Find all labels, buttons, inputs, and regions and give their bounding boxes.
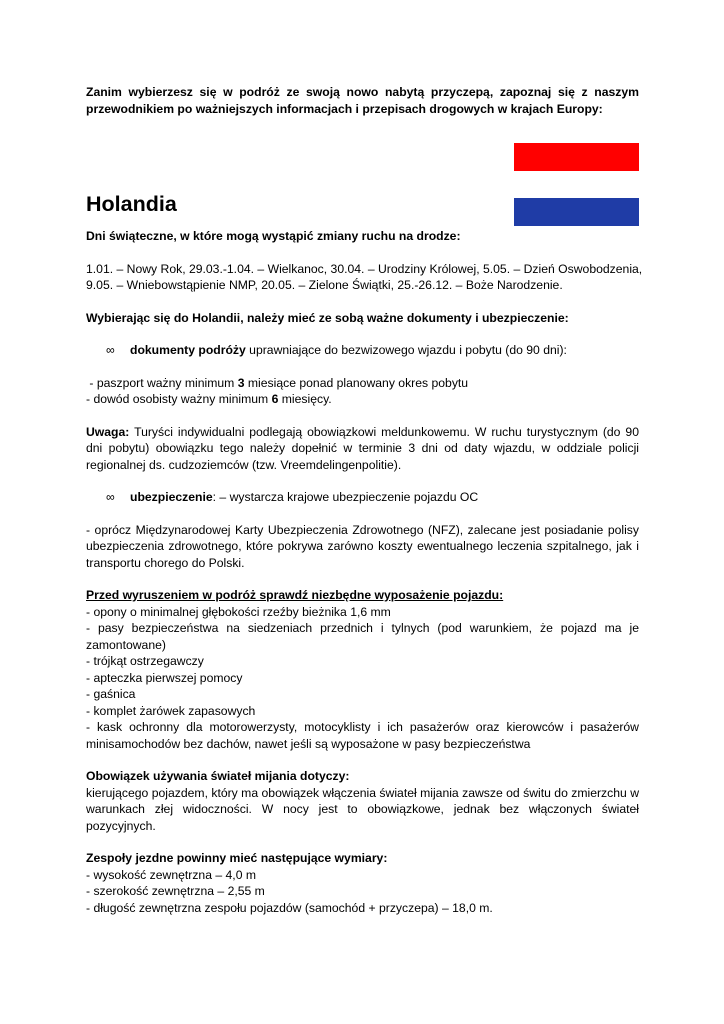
documents-bullet	[86, 342, 639, 359]
note-text: Turyści indywidualni podlegają obowiązkowi meldunkowemu. W ruchu turystycznym (do 90 dni pobytu) obowiązku tego należy dopełnić w terminie 3 dni od daty wjazdu, w oddziale policji regionalnej ds. cudzoziemców (tzw. Vreemdelingenpolitie).	[86, 424, 639, 472]
infinity-bullet-icon: ∞	[106, 343, 115, 357]
dimension-item: - wysokość zewnętrzna – 4,0 m	[86, 867, 257, 882]
dimension-item: - szerokość zewnętrzna – 2,55 m	[86, 884, 265, 898]
note-label: Uwaga:	[86, 424, 130, 439]
document-body	[86, 84, 643, 916]
insurance-bullet-text: : – wystarcza krajowe ubezpieczenie pojazdu OC	[212, 490, 479, 504]
passport-text: - paszport ważny minimum	[86, 375, 238, 390]
lights-heading: Obowiązek używania świateł mijania dotyczy:	[86, 769, 350, 783]
passport-number: 3	[237, 375, 245, 390]
equipment-item: - kask ochronny dla motorowerzysty, motocyklisty i ich pasażerów oraz kierowców i pasażerów minisamochodów bez dachów, nawet jeśli są wyposażone w pasy bezpieczeństwa	[86, 720, 639, 751]
equipment-item: - gaśnica	[86, 687, 136, 701]
dimensions-heading: Zespoły jezdne powinny mieć następujące wymiary:	[86, 851, 388, 865]
id-card-text: - dowód osobisty ważny minimum	[86, 392, 272, 406]
equipment-item: - apteczka pierwszej pomocy	[86, 670, 243, 685]
id-card-number: 6	[271, 392, 279, 406]
documents-bullet-bold: dokumenty podróży	[130, 343, 246, 357]
documents-heading: Wybierając się do Holandii, należy mieć ze sobą ważne dokumenty i ubezpieczenie:	[86, 310, 569, 325]
note-paragraph	[86, 424, 639, 474]
lights-paragraph: kierującego pojazdem, który ma obowiązek włączenia świateł mijania zawsze od świtu do zmierzchu w warunkach złej widoczności. W nocy jest to obowiązkowe, jednak bez włączonych świateł pozycyjnych.	[86, 785, 639, 833]
holidays-line-2: 9.05. – Wniebowstąpienie NMP, 20.05. – Zielone Świątki, 25.-26.12. – Boże Narodzenie.	[86, 278, 563, 292]
equipment-item: - pasy bezpieczeństwa na siedzeniach przednich i tylnych (pod warunkiem, że pojazd ma je zamontowane)	[86, 621, 639, 652]
country-title: Holandia	[86, 192, 177, 216]
id-card-line	[86, 391, 639, 408]
holidays-line-1: 1.01. – Nowy Rok, 29.03.-1.04. – Wielkanoc, 30.04. – Urodziny Królowej, 5.05. – Dzień Oswobodzenia,	[86, 261, 643, 276]
infinity-bullet-icon: ∞	[106, 490, 115, 504]
documents-bullet-text: uprawniające do bezwizowego wjazdu i pobytu (do 90 dni):	[245, 343, 567, 357]
passport-text-end: miesiące ponad planowany okres pobytu	[244, 375, 469, 390]
equipment-item: - opony o minimalnej głębokości rzeźby bieżnika 1,6 mm	[86, 604, 391, 619]
passport-line	[86, 375, 639, 392]
insurance-paragraph: - oprócz Międzynarodowej Karty Ubezpieczenia Zdrowotnego (NFZ), zalecane jest posiadanie polisy ubezpieczenia zdrowotnego, które pokrywa zarówno koszty ewentualnego leczenia szpitalnego, jak i transportu chorego do Polski.	[86, 522, 639, 570]
holidays-heading: Dni świąteczne, w które mogą wystąpić zmiany ruchu na drodze:	[86, 229, 461, 243]
id-card-text-end: miesięcy.	[278, 392, 332, 406]
intro-line-1: Zanim wybierzesz się w podróż ze swoją nowo nabytą przyczepą, zapoznaj się z naszym	[86, 85, 639, 99]
dimension-item: - długość zewnętrzna zespołu pojazdów (samochód + przyczepa) – 18,0 m.	[86, 900, 493, 915]
equipment-item: - komplet żarówek zapasowych	[86, 703, 256, 718]
equipment-item: - trójkąt ostrzegawczy	[86, 654, 204, 668]
equipment-heading: Przed wyruszeniem w podróż sprawdź niezbędne wyposażenie pojazdu:	[86, 588, 504, 602]
intro-line-2: przewodnikiem po ważniejszych informacjach i przepisach drogowych w krajach Europy:	[86, 101, 603, 116]
insurance-bullet	[86, 489, 639, 506]
insurance-bullet-bold: ubezpieczenie	[130, 490, 213, 504]
